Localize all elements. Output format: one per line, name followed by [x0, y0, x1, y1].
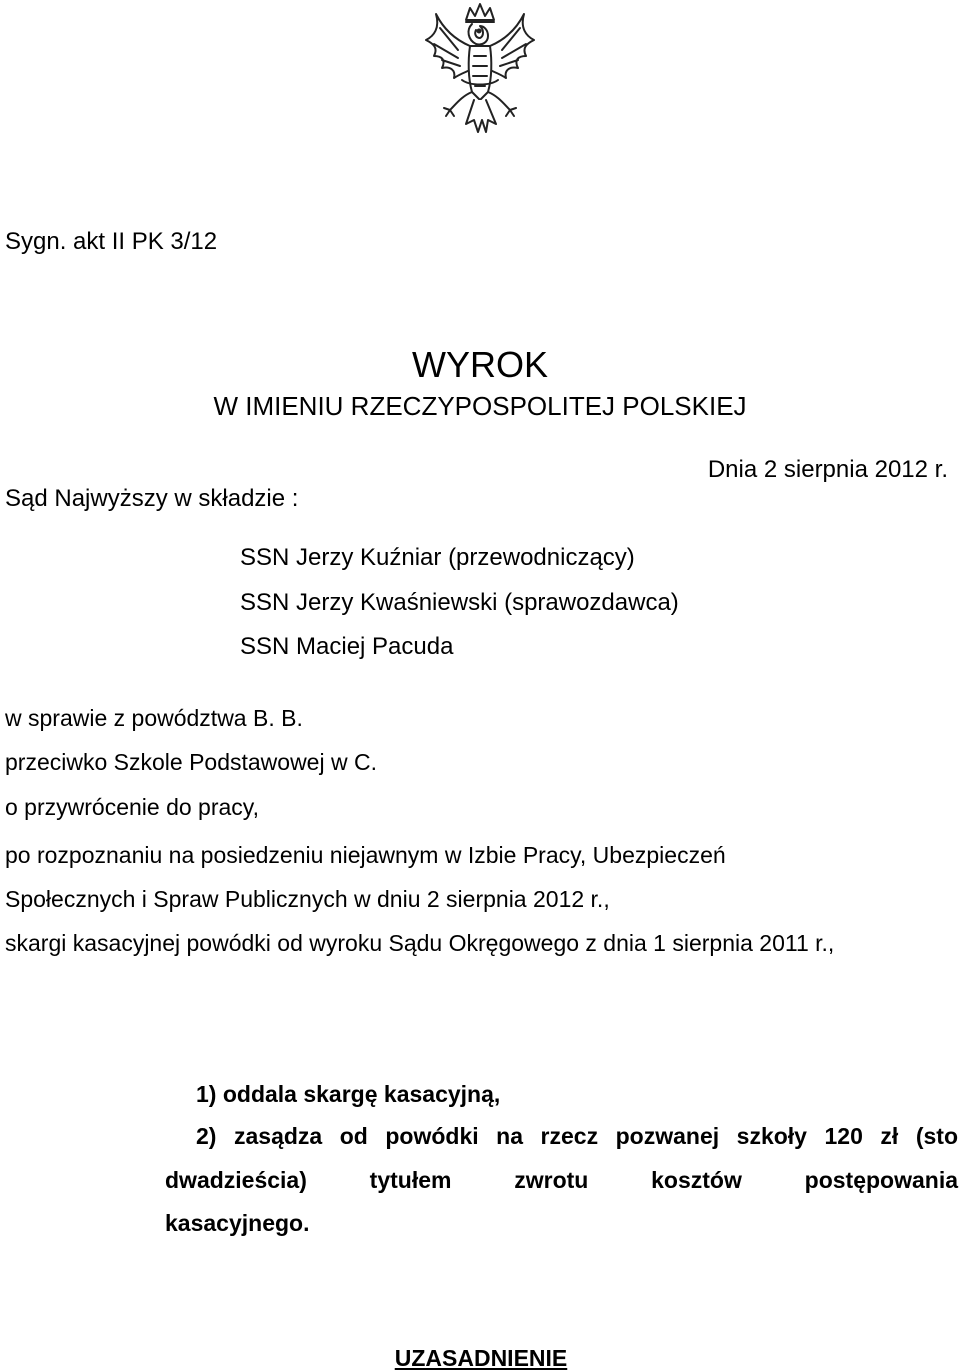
- judge-member: SSN Maciej Pacuda: [240, 633, 454, 660]
- case-procedure-line1: po rozpoznaniu na posiedzeniu niejawnym w Izbie Pracy, Ubezpieczeń: [5, 842, 726, 868]
- ruling-item-2-line2: dwadzieścia) tytułem zwrotu kosztów postępowania: [165, 1167, 958, 1193]
- ruling-item-2-line1: 2) zasądza od powódki na rzecz pozwanej szkoły 120 zł (sto: [196, 1123, 958, 1149]
- case-parties-plaintiff: w sprawie z powództwa B. B.: [5, 705, 303, 731]
- case-appeal-line: skargi kasacyjnej powódki od wyroku Sądu Okręgowego z dnia 1 sierpnia 2011 r.,: [5, 930, 835, 956]
- ruling-item-2-line3: kasacyjnego.: [165, 1210, 310, 1236]
- court-composition-label: Sąd Najwyższy w składzie :: [5, 485, 299, 512]
- judgment-date: Dnia 2 sierpnia 2012 r.: [707, 456, 948, 483]
- judge-rapporteur: SSN Jerzy Kwaśniewski (sprawozdawca): [240, 589, 679, 616]
- case-procedure-line2: Społecznych i Spraw Publicznych w dniu 2 sierpnia 2012 r.,: [5, 886, 610, 912]
- polish-eagle-emblem-icon: [400, 0, 560, 165]
- case-parties-defendant: przeciwko Szkole Podstawowej w C.: [5, 749, 377, 775]
- document-subtitle: W IMIENIU RZECZYPOSPOLITEJ POLSKIEJ: [213, 391, 747, 421]
- ruling-item-1: 1) oddala skargę kasacyjną,: [196, 1081, 501, 1107]
- document-title: WYROK: [411, 344, 548, 385]
- case-subject: o przywrócenie do pracy,: [5, 794, 259, 820]
- judge-presiding: SSN Jerzy Kuźniar (przewodniczący): [240, 544, 635, 571]
- section-heading-reasoning: UZASADNIENIE: [394, 1345, 568, 1371]
- case-number: Sygn. akt II PK 3/12: [5, 228, 218, 255]
